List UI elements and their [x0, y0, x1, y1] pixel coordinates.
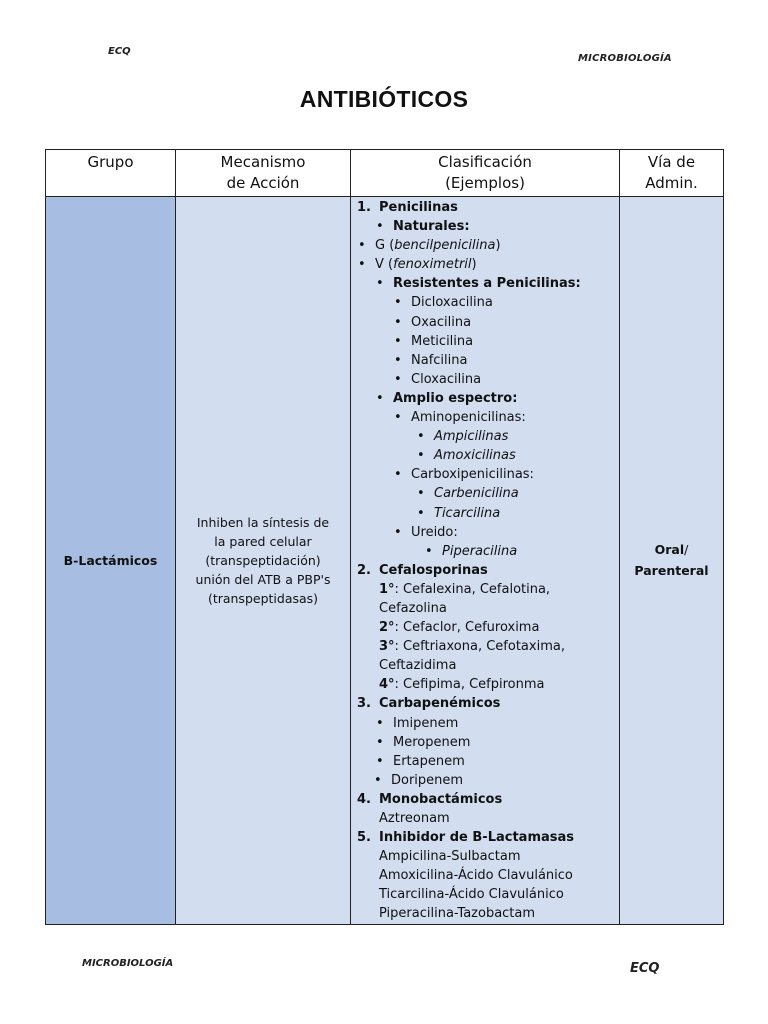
item-label: Cefalosporinas [379, 562, 488, 578]
header-left-label: ECQ [108, 46, 131, 57]
footer-right-label: ECQ [630, 961, 660, 976]
item-prefix: V ( [375, 257, 394, 273]
list-item [351, 351, 619, 370]
item-suffix: ) [471, 257, 477, 273]
item-label: • Meticilina [411, 334, 473, 349]
generation-label: 4° [379, 677, 395, 693]
item-label: Ampicilina-Sulbactam [379, 849, 521, 865]
list-item [351, 752, 619, 771]
item-label: • Piperacilina [442, 544, 517, 559]
class-item-carbapenemicos [351, 694, 619, 713]
table-header-row [46, 150, 724, 197]
header-via [620, 150, 724, 197]
class-item-cefalosporinas [351, 561, 619, 580]
list-item [351, 274, 619, 293]
list-item [351, 656, 619, 675]
list-item [351, 427, 619, 446]
item-label: • Naturales: [393, 219, 470, 234]
list-item [351, 809, 619, 828]
generation-text: : Cefipima, Cefpironma [394, 677, 545, 693]
list-item [351, 446, 619, 465]
item-italic: bencilpenicilina [394, 238, 496, 254]
mecanismo-line: Inhiben la síntesis de [196, 514, 330, 530]
header-mecanismo-line2: de Acción [226, 174, 300, 192]
item-label: • Carbenicilina [434, 486, 519, 501]
list-item [351, 389, 619, 408]
cell-mecanismo [176, 197, 351, 925]
list-item [351, 580, 619, 599]
list-item [351, 313, 619, 332]
list-item [351, 885, 619, 904]
mecanismo-line: unión del ATB a PBP's [195, 571, 331, 587]
item-label: • Resistentes a Penicilinas: [393, 276, 581, 291]
list-item [351, 255, 619, 274]
via-slash: / [684, 542, 689, 558]
list-item [351, 637, 619, 656]
via-line1 [620, 539, 723, 560]
item-label: • Doripenem [391, 773, 463, 788]
header-mecanismo [176, 150, 351, 197]
via-oral: Oral [654, 542, 685, 558]
generation-label: 1° [379, 581, 395, 597]
item-label: • Carboxipenicilinas: [411, 467, 534, 482]
item-label: Inhibidor de B-Lactamasas [379, 830, 575, 846]
generation-text: : Ceftriaxona, Cefotaxima, [394, 639, 565, 655]
item-number: 2. [357, 562, 371, 578]
generation-text: Cefazolina [379, 600, 447, 616]
item-label: • Meropenem [393, 735, 470, 750]
generation-text: : Cefaclor, Cefuroxima [394, 620, 540, 636]
list-item [351, 618, 619, 637]
item-number: 5. [357, 830, 371, 846]
item-label: • Oxacilina [411, 315, 471, 330]
item-label: • Aminopenicilinas: [411, 410, 526, 425]
list-item [351, 675, 619, 694]
generation-text: Ceftazidima [379, 658, 457, 674]
header-grupo-text: Grupo [87, 153, 134, 171]
generation-text: : Cefalexina, Cefalotina, [394, 581, 551, 597]
class-item-monobactamicos [351, 790, 619, 809]
footer-left-label: MICROBIOLOGÍA [82, 958, 174, 969]
item-italic: fenoximetril [393, 257, 472, 273]
class-item-inhibidor [351, 828, 619, 847]
list-item [351, 847, 619, 866]
item-label: Ticarcilina-Ácido Clavulánico [379, 887, 564, 903]
item-number: 3. [357, 696, 371, 712]
item-label: Amoxicilina-Ácido Clavulánico [379, 868, 573, 884]
item-label: • Amplio espectro: [393, 391, 517, 406]
generation-label: 2° [379, 620, 395, 636]
cell-via [620, 197, 724, 925]
header-via-line1: Vía de [647, 153, 696, 171]
header-via-line2: Admin. [645, 174, 698, 192]
mecanismo-line: la pared celular [214, 533, 312, 549]
cell-grupo [46, 197, 176, 925]
list-item [351, 332, 619, 351]
generation-label: 3° [379, 639, 395, 655]
item-label: • Dicloxacilina [411, 295, 493, 310]
list-item [351, 771, 619, 790]
list-item [351, 504, 619, 523]
header-right-label: MICROBIOLOGÍA [578, 53, 672, 64]
mecanismo-line: (transpeptidación) [205, 552, 321, 568]
list-item [351, 408, 619, 427]
list-item [351, 465, 619, 484]
item-label: • Imipenem [393, 716, 458, 731]
list-item [351, 217, 619, 236]
item-label: • Ureido: [411, 525, 458, 540]
mecanismo-line: (transpeptidasas) [207, 590, 319, 606]
table-row [46, 197, 724, 925]
class-item-penicilinas [351, 198, 619, 217]
list-item [351, 484, 619, 503]
header-clasificacion [351, 150, 620, 197]
item-label: • Ampicilinas [434, 429, 508, 444]
item-label: • Amoxicilinas [434, 448, 516, 463]
antibiotics-table [45, 149, 724, 925]
item-label: • Ticarcilina [434, 506, 500, 521]
item-number: 1. [357, 200, 371, 215]
item-label: • Cloxacilina [411, 372, 481, 387]
item-label: Carbapenémicos [379, 696, 501, 712]
grupo-text: B-Lactámicos [63, 552, 158, 568]
item-label: Monobactámicos [379, 791, 503, 807]
list-item [351, 599, 619, 618]
header-grupo [46, 150, 176, 197]
list-item [351, 714, 619, 733]
list-item [351, 904, 619, 923]
list-item [351, 293, 619, 312]
list-item [351, 733, 619, 752]
list-item [351, 236, 619, 255]
list-item [351, 542, 619, 561]
item-label: • Nafcilina [411, 353, 467, 368]
list-item [351, 370, 619, 389]
list-item [351, 523, 619, 542]
header-mecanismo-line1: Mecanismo [220, 153, 306, 171]
header-clasificacion-line2: (Ejemplos) [445, 174, 525, 192]
item-prefix: G ( [375, 238, 395, 254]
list-item [351, 866, 619, 885]
item-label: • Ertapenem [393, 754, 465, 769]
header-clasificacion-line1: Clasificación [438, 153, 532, 171]
item-label: Penicilinas [379, 200, 458, 215]
cell-clasificacion [351, 197, 620, 925]
via-parenteral: Parenteral [634, 563, 709, 579]
page-title: ANTIBIÓTICOS [299, 86, 469, 112]
item-label: Piperacilina-Tazobactam [379, 906, 536, 922]
item-number: 4. [357, 791, 371, 807]
item-label: Aztreonam [379, 811, 450, 826]
item-suffix: ) [495, 238, 501, 254]
